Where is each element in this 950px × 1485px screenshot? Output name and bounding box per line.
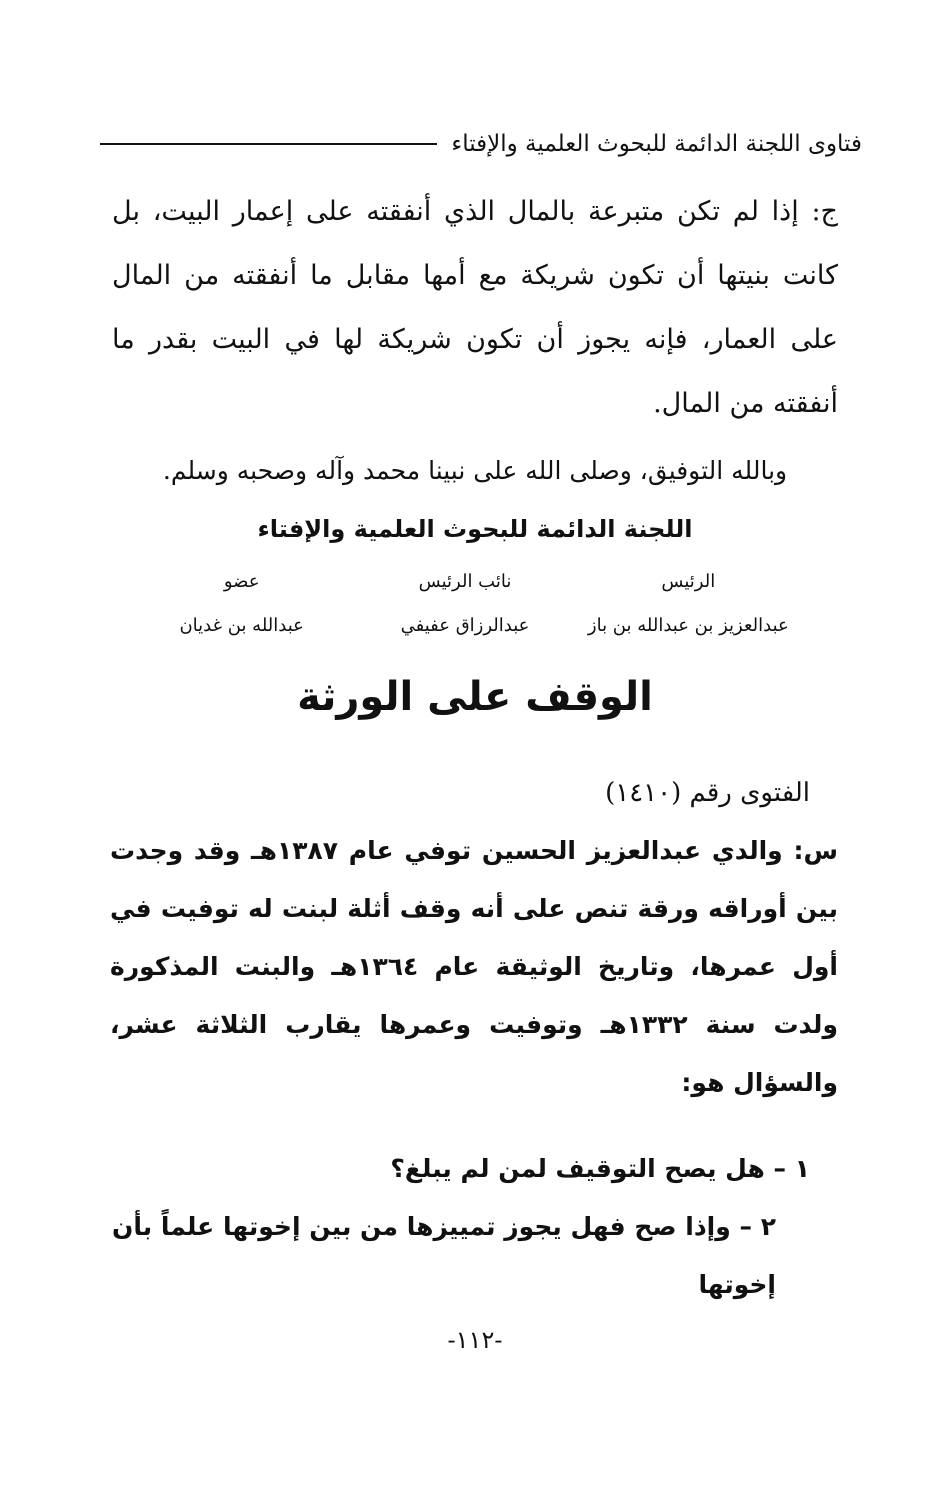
page-number: -١١٢- [447,1326,503,1354]
signature-block [130,560,800,648]
member-name: عبدالله بن غديان [179,615,304,636]
member-role: عضو [223,571,260,592]
question-paragraph: س: والدي عبدالعزيز الحسين توفي عام ١٣٨٧هـ وقد وجدت بين أوراقه ورقة تنص على أنه وقف أثلة لبنت له توفيت في أول عمرها، وتاريخ الوثيقة عام ١٣٦٤هـ والبنت المذكورة ولدت سنة ١٣٣٢هـ وتوفيت وعمرها يقارب الثلاثة عشر، والسؤال هو: [110,836,838,1097]
closing-prayer: وبالله التوفيق، وصلى الله على نبينا محمد وآله وصحبه وسلم. [162,456,788,485]
member-role: نائب الرئيس [418,571,512,592]
running-header [100,124,862,164]
section-title: الوقف على الورثة [297,674,653,720]
running-title: فتاوى اللجنة الدائمة للبحوث العلمية والإفتاء [451,131,862,157]
member-role: الرئيس [661,571,716,592]
question-item: ٢ – وإذا صح فهل يجوز تمييزها من بين إخوتها علماً بأن إخوتها [112,1212,776,1299]
fatwa-number: الفتوى رقم (١٤١٠) [605,778,810,808]
committee-name: اللجنة الدائمة للبحوث العلمية والإفتاء [257,515,693,543]
question-item: ١ – هل يصح التوقيف لمن لم يبلغ؟ [390,1154,810,1183]
answer-paragraph: ج: إذا لم تكن متبرعة بالمال الذي أنفقته على إعمار البيت، بل كانت بنيتها أن تكون شريكة مع أمها مقابل ما أنفقته من المال على العمار، فإنه يجوز أن تكون شريكة لها في البيت بقدر ما أنفقته من المال. [112,196,838,419]
member-name: عبدالرزاق عفيفي [400,615,530,636]
header-rule [100,143,437,145]
member-name: عبدالعزيز بن عبدالله بن باز [587,615,789,636]
